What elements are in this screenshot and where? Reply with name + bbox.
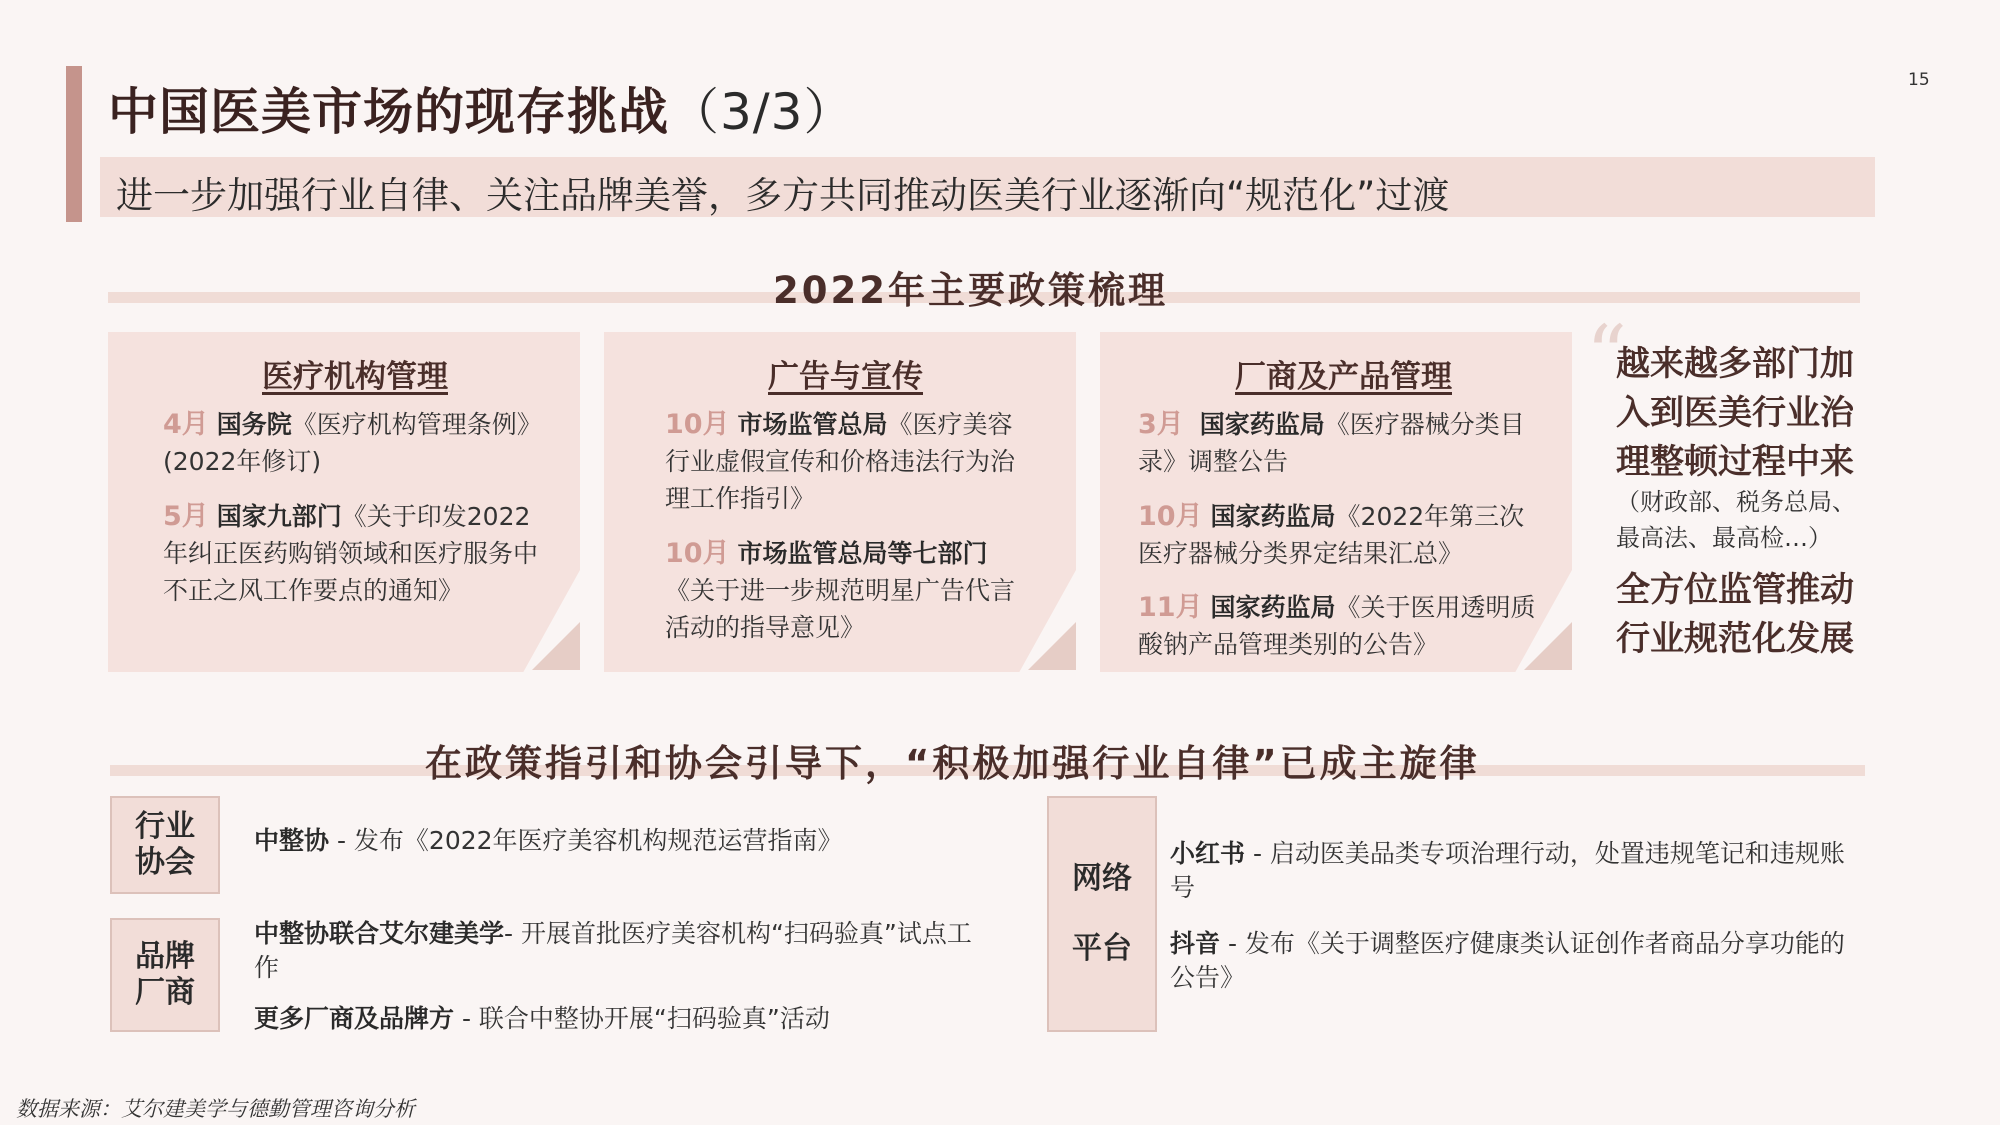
policy-entry: 3月 国家药监局《医疗器械分类目录》调整公告 bbox=[1138, 409, 1525, 476]
industry-row: 中整协 - 发布《2022年医疗美容机构规范运营指南》 bbox=[254, 826, 843, 855]
card-fold-icon bbox=[532, 622, 580, 670]
card-fold-icon bbox=[1028, 622, 1076, 670]
quote-detail: （财政部、税务总局、最高法、最高检…） bbox=[1616, 488, 1856, 552]
section1-title: 2022年主要政策梳理 bbox=[773, 269, 1168, 312]
policy-entry: 10月 市场监管总局等七部门 《关于进一步规范明星广告代言活动的指导意见》 bbox=[665, 538, 1016, 642]
policy-entry: 11月 国家药监局《关于医用透明质酸钠产品管理类别的公告》 bbox=[1138, 592, 1536, 659]
label-online-platforms: 网络 平台 bbox=[1047, 796, 1157, 1032]
policy-entry: 10月 国家药监局《2022年第三次医疗器械分类界定结果汇总》 bbox=[1138, 501, 1525, 568]
section2-title: 在政策指引和协会引导下，“积极加强行业自律”已成主旋律 bbox=[425, 742, 1480, 785]
quote-headline: 越来越多部门加入到医美行业治理整顿过程中来 bbox=[1616, 344, 1854, 482]
quote-conclusion: 全方位监管推动行业规范化发展 bbox=[1616, 570, 1854, 659]
brands-row-2: 更多厂商及品牌方 - 联合中整协开展“扫码验真”活动 bbox=[254, 1004, 830, 1033]
policy-entry: 4月 国务院《医疗机构管理条例》(2022年修订) bbox=[163, 409, 542, 476]
brands-row-1: 中整协联合艾尔建美学- 开展首批医疗美容机构“扫码验真”试点工作 bbox=[254, 919, 972, 982]
page-title: 中国医美市场的现存挑战（3/3） bbox=[108, 83, 855, 141]
title-accent-bar bbox=[66, 66, 82, 222]
page-number: 15 bbox=[1908, 70, 1930, 90]
card-title: 厂商及产品管理 bbox=[1235, 359, 1452, 395]
label-brand-manufacturers: 品牌厂商 bbox=[110, 918, 220, 1032]
policy-entry: 5月 国家九部门《关于印发2022年纠正医药购销领域和医疗服务中不正之风工作要点的通知》 bbox=[163, 501, 539, 605]
platform-row-xiaohongshu: 小红书 - 启动医美品类专项治理行动，处置违规笔记和违规账号 bbox=[1170, 839, 1845, 902]
policy-entry: 10月 市场监管总局《医疗美容行业虚假宣传和价格违法行为治理工作指引》 bbox=[665, 409, 1016, 513]
card-title: 广告与宣传 bbox=[768, 359, 923, 395]
card-title: 医疗机构管理 bbox=[262, 359, 448, 395]
page-title-suffix: （3/3） bbox=[669, 83, 855, 141]
data-source-note: 数据来源：艾尔建美学与德勤管理咨询分析 bbox=[16, 1097, 415, 1121]
subtitle: 进一步加强行业自律、关注品牌美誉，多方共同推动医美行业逐渐向“规范化”过渡 bbox=[116, 174, 1450, 217]
label-industry-association: 行业协会 bbox=[110, 796, 220, 894]
platform-row-douyin: 抖音 - 发布《关于调整医疗健康类认证创作者商品分享功能的公告》 bbox=[1170, 929, 1845, 992]
quote-icon: “ bbox=[1586, 308, 1627, 401]
